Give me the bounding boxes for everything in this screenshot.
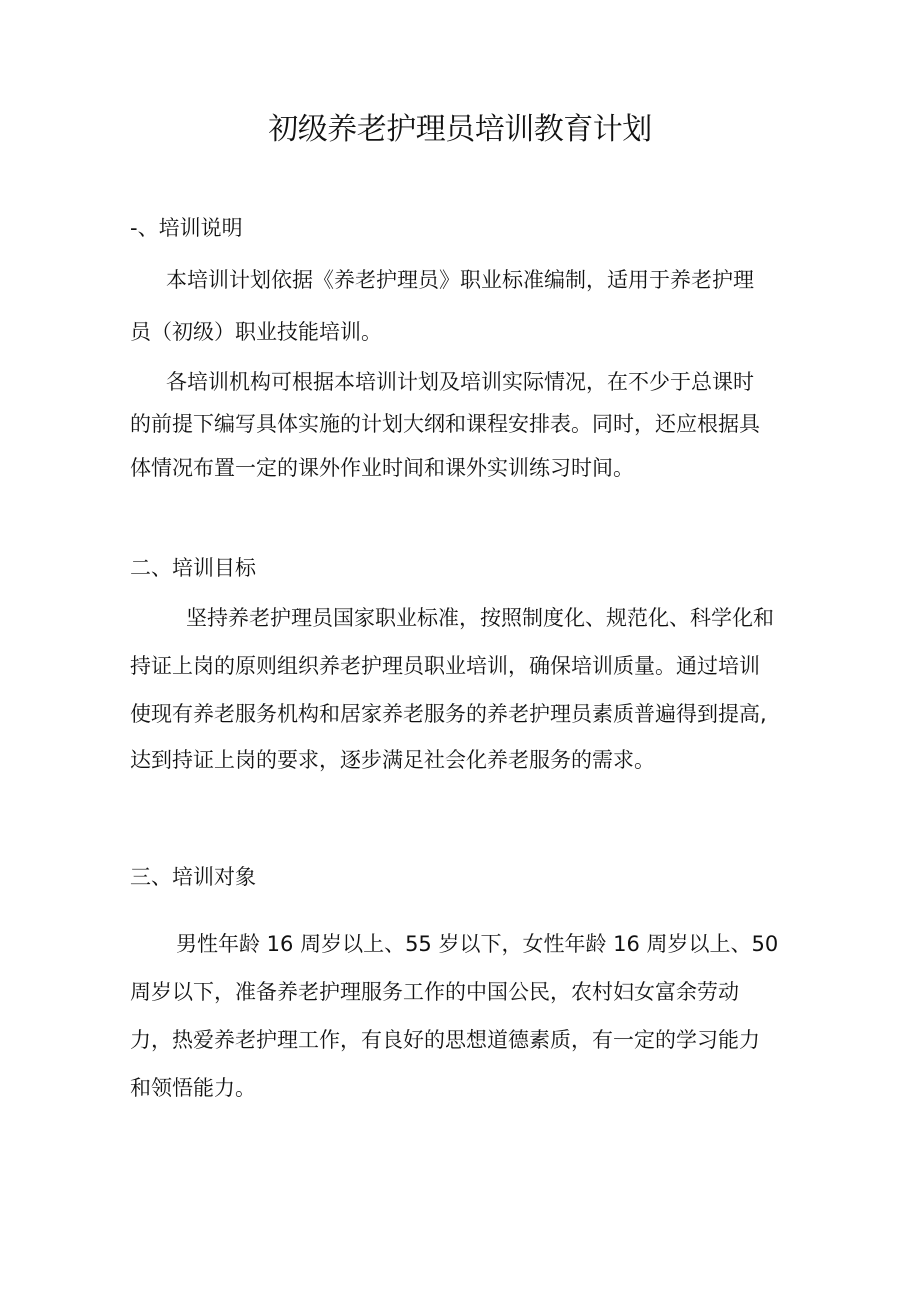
document-title: 初级养老护理员培训教育计划 [268,112,652,147]
paragraph-line: 持证上岗的原则组织养老护理员职业培训，确保培训质量。通过培训 [130,654,760,678]
paragraph-line: 各培训机构可根据本培训计划及培训实际情况，在不少于总课时 [166,370,754,394]
paragraph-line: 体情况布置一定的课外作业时间和课外实训练习时间。 [130,456,634,480]
paragraph-line: 本培训计划依据《养老护理员》职业标准编制，适用于养老护理 [166,268,754,292]
paragraph-line: 员（初级）职业技能培训。 [130,320,382,344]
paragraph-line: 的前提下编写具体实施的计划大纲和课程安排表。同时，还应根据具 [130,412,760,436]
paragraph-line: 坚持养老护理员国家职业标准，按照制度化、规范化、科学化和 [186,606,774,630]
paragraph-line: 和领悟能力。 [130,1076,256,1100]
paragraph-line: 男性年龄 16 周岁以上、55 岁以下，女性年龄 16 周岁以上、50 [176,932,779,956]
section-heading-training-description: -、培训说明 [130,216,243,240]
section-heading-training-goals: 二、培训目标 [130,556,256,580]
paragraph-line: 周岁以下，准备养老护理服务工作的中国公民，农村妇女富余劳动 [130,980,739,1004]
section-heading-training-targets: 三、培训对象 [130,865,256,889]
paragraph-line: 使现有养老服务机构和居家养老服务的养老护理员素质普遍得到提高, [130,702,767,726]
paragraph-line: 达到持证上岗的要求，逐步满足社会化养老服务的需求。 [130,748,655,772]
paragraph-line: 力，热爱养老护理工作，有良好的思想道德素质，有一定的学习能力 [130,1028,760,1052]
